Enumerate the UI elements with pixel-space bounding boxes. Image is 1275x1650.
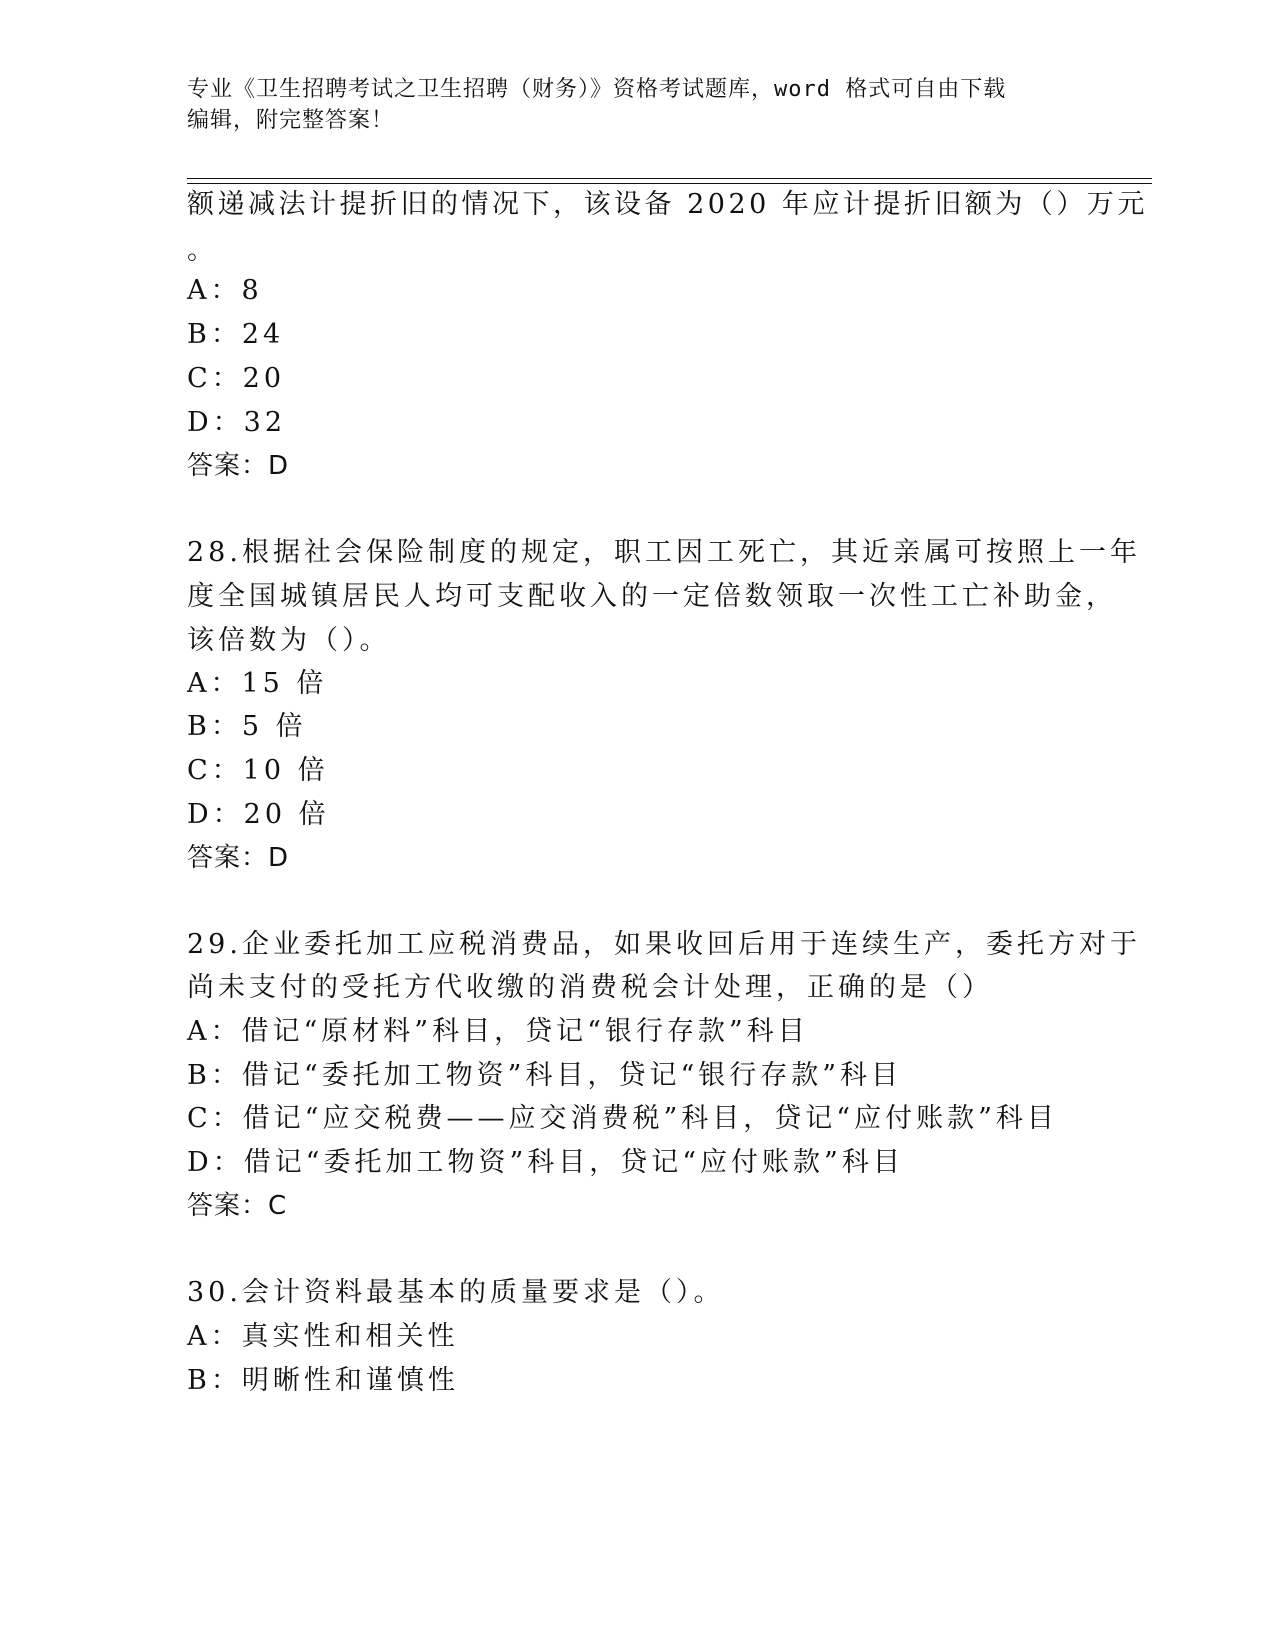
q29-stem-line-2: 尚未支付的受托方代收缴的消费税会计处理，正确的是（） [187,972,993,1003]
q29-stem-line-1: 29.企业委托加工应税消费品，如果收回后用于连续生产，委托方对于 [187,929,1141,960]
q27-stem-continuation: 额递减法计提折旧的情况下，该设备 2020 年应计提折旧额为（）万元 [187,189,1148,220]
q28-stem-line-2: 度全国城镇居民人均可支配收入的一定倍数领取一次性工亡补助金， [187,581,1117,612]
q27-option-a: A：8 [187,275,263,306]
header-line-2: 编辑，附完整答案！ [187,108,395,133]
q29-option-b: B：借记“委托加工物资”科目，贷记“银行存款”科目 [187,1060,903,1091]
q27-option-b: B：24 [187,319,285,350]
q28-option-c: C：10 倍 [187,755,329,786]
q28-option-b: B：5 倍 [187,711,307,742]
q30-option-b: B：明晰性和谨慎性 [187,1365,459,1396]
q28-answer: 答案：D [187,843,290,873]
q28-option-a: A：15 倍 [187,668,328,699]
q27-answer: 答案：D [187,451,290,481]
q30-stem-line-1: 30.会计资料最基本的质量要求是（）。 [187,1277,725,1308]
q30-option-a: A：真实性和相关性 [187,1321,459,1352]
q29-option-c: C：借记“应交税费——应交消费税”科目，贷记“应付账款”科目 [187,1103,1058,1134]
q29-option-d: D：借记“委托加工物资”科目，贷记“应付账款”科目 [187,1147,904,1178]
header-line-1: 专业《卫生招聘考试之卫生招聘（财务）》资格考试题库，word 格式可自由下载 [187,77,1007,102]
q27-stem-end: 。 [187,235,218,266]
q28-option-d: D：20 倍 [187,799,330,830]
q29-answer: 答案：C [187,1191,288,1221]
q28-stem-line-1: 28.根据社会保险制度的规定，职工因工死亡，其近亲属可按照上一年 [187,537,1141,568]
q27-option-c: C：20 [187,363,286,394]
q28-stem-line-3: 该倍数为（）。 [187,625,391,656]
q29-option-a: A：借记“原材料”科目，贷记“银行存款”科目 [187,1016,809,1047]
q27-option-d: D：32 [187,407,287,438]
header-divider-bottom [187,183,1152,184]
header-divider-top [187,178,1152,179]
document-header [187,74,1087,136]
